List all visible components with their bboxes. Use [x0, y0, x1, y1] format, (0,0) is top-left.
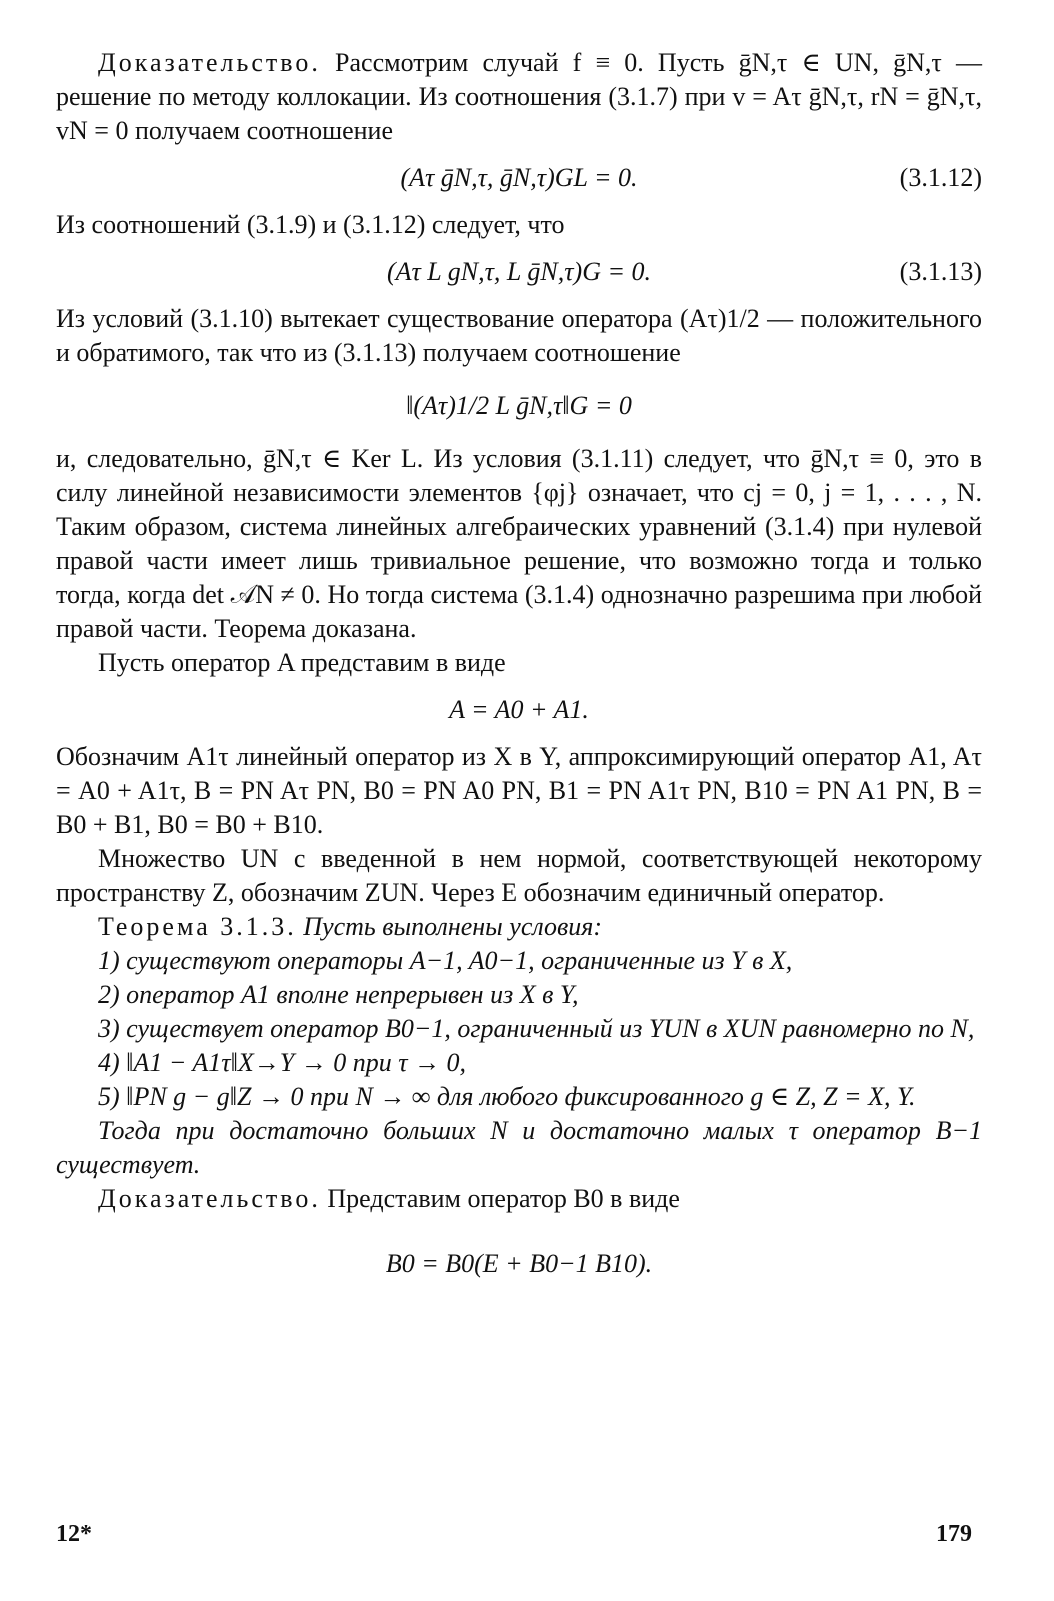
proof-text: Представим оператор B0 в виде: [327, 1184, 680, 1213]
proof-text: Рассмотрим случай f ≡ 0. Пусть ḡN,τ ∈ UN, ḡN,τ — решение по методу коллокации. Из соотношения (3.1.7) при v = Aτ ḡN,τ, rN = ḡN,τ, vN = 0 получаем соотношение: [56, 48, 982, 145]
paragraph-notation: Обозначим A1τ линейный оператор из X в Y, аппроксимирующий оператор A1, Aτ = A0 + A1τ, B = PN Aτ PN, B0 = PN A0 PN, B1 = PN A1τ PN, B10 = PN A1 PN, B = B0 + B1, B0 = B0 + B10.: [56, 742, 982, 839]
equation-3-1-13: [56, 252, 982, 292]
condition-3: 3) существует оператор B0−1, ограниченный из YUN в XUN равномерно по N,: [98, 1014, 975, 1043]
equation-operator-split: [56, 690, 982, 730]
equation-3-1-12: [56, 158, 982, 198]
condition-4: 4) ‖A1 − A1τ‖X→Y → 0 при τ → 0,: [98, 1048, 467, 1077]
condition-2: 2) оператор A1 вполне непрерывен из X в Y,: [98, 980, 579, 1009]
equation-number: (3.1.13): [899, 257, 982, 286]
proof-label: Доказательство.: [98, 48, 321, 77]
equation-number: (3.1.12): [899, 163, 982, 192]
paragraph-conditions: Из условий (3.1.10) вытекает существование оператора (Aτ)1/2 — положительного и обратимого, так что из (3.1.13) получаем соотношение: [56, 304, 982, 367]
paragraph-operator: Пусть оператор A представим в виде: [98, 648, 506, 677]
condition-5: 5) ‖PN g − g‖Z → 0 при N → ∞ для любого фиксированного g ∈ Z, Z = X, Y.: [98, 1082, 916, 1111]
equation-body: A = A0 + A1.: [449, 695, 589, 724]
proof-paragraph-1: [56, 46, 982, 148]
signature-mark: 12*: [56, 1521, 92, 1547]
equation-body: (Aτ ḡN,τ, ḡN,τ)GL = 0.: [400, 163, 638, 192]
theorem-heading: [56, 910, 982, 944]
condition-1: 1) существуют операторы A−1, A0−1, ограниченные из Y в X,: [98, 946, 793, 975]
equation-body: (Aτ L gN,τ, L ḡN,τ)G = 0.: [386, 257, 652, 286]
equation-body: B0 = B0(E + B0−1 B10).: [385, 1249, 653, 1278]
equation-norm: [56, 386, 982, 426]
equation-b0: [56, 1244, 982, 1284]
paragraph-consequence: и, следовательно, ḡN,τ ∈ Ker L. Из условия (3.1.11) следует, что ḡN,τ ≡ 0, это в силу линейной независимости элементов {φj} означает, что cj = 0, j = 1, . . . , N. Таким образом, система линейных алгебраических уравнений (3.1.4) при нулевой правой части имеет лишь тривиальное решение, что возможно тогда и только тогда, когда det 𝒜N ≠ 0. Но тогда система (3.1.4) однозначно разрешима при любой правой части. Теорема доказана.: [56, 444, 982, 643]
proof-paragraph-2: [56, 1182, 982, 1216]
equation-body: ‖(Aτ)1/2 L ḡN,τ‖G = 0: [406, 391, 632, 420]
theorem-conclusion: Тогда при достаточно больших N и достаточно малых τ оператор B−1 существует.: [56, 1116, 982, 1179]
page-number: 179: [936, 1521, 972, 1547]
paragraph-relations: Из соотношений (3.1.9) и (3.1.12) следует, что: [56, 210, 565, 239]
proof-label: Доказательство.: [98, 1184, 321, 1213]
theorem-intro: Пусть выполнены условия:: [303, 912, 603, 941]
page-footer: [56, 1517, 972, 1551]
paragraph-set: Множество UN с введенной в нем нормой, соответствующей некоторому пространству Z, обозначим ZUN. Через E обозначим единичный оператор.: [56, 844, 982, 907]
theorem-label: Теорема 3.1.3.: [98, 912, 297, 941]
